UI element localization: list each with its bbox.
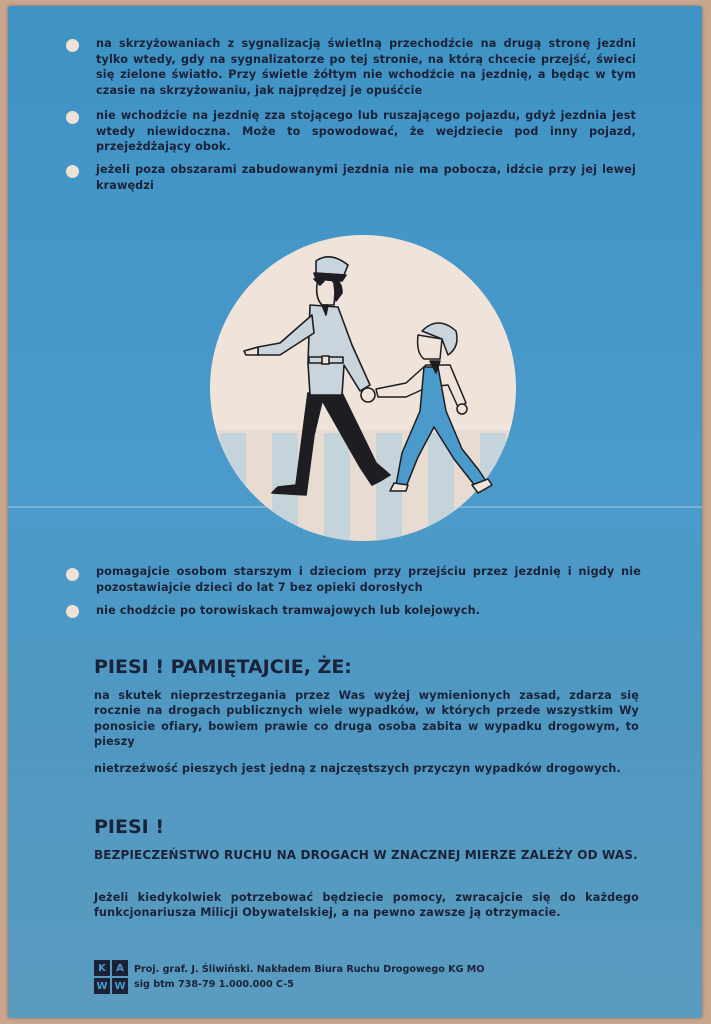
leaflet-card — [8, 6, 702, 1018]
paragraph-help: Jeżeli kiedykolwiek potrzebować będziecie pomocy, zwracajcie się do każdego funkcjonariusza Milicji Obywatelskiej, a na pewno zawsze ją otrzymacie. — [94, 891, 639, 920]
imprint-footer — [94, 960, 614, 996]
bullet-text: nie chodźcie po torowiskach tramwajowych lub kolejowych. — [96, 604, 481, 617]
safety-caps-line: BEZPIECZEŃSTWO RUCHU NA DROGACH W ZNACZNEJ MIERZE ZALEŻY OD WAS. — [94, 848, 638, 862]
imprint-text — [134, 962, 485, 992]
logo-letter: A — [112, 960, 128, 976]
kaw-logo — [94, 960, 128, 994]
bullet-dot-icon — [66, 605, 79, 618]
bullet-text: pomagajcie osobom starszym i dzieciom przy przejściu przez jezdnię i nigdy nie pozostawiajcie dzieci do lat 7 bez opieki dorosłych — [96, 565, 641, 594]
bullet-dot-icon — [66, 568, 79, 581]
paragraph-accidents: na skutek nieprzestrzegania przez Was wyżej wymienionych zasad, zdarza się rocznie na drogach publicznych wiele wypadków, w których przede wszystkim Wy ponosicie ofiary, bowiem prawie co druga osoba zabita w wypadku drogowym, to pieszy — [94, 689, 639, 749]
bullet-dot-icon — [66, 165, 79, 178]
paragraph-intoxication: nietrzeźwość pieszych jest jedną z najczęstszych przyczyn wypadków drogowych. — [94, 762, 621, 775]
section-heading: PIESI ! — [94, 816, 165, 838]
imprint-line: Proj. graf. J. Śliwiński. Nakładem Biura Ruchu Drogowego KG MO — [134, 964, 485, 975]
logo-letter: W — [94, 978, 110, 994]
bullet-text: nie wchodźcie na jezdnię zza stojącego lub ruszającego pojazdu, gdyż jezdnia jest wtedy niewidoczna. Może to spowodować, że wejdziecie pod inny pojazd, przejeżdżający obok. — [96, 109, 636, 154]
militia-officer-with-child-crossing-icon — [210, 235, 516, 541]
logo-letter: K — [94, 960, 110, 976]
imprint-line: sig btm 738-79 1.000.000 C-5 — [134, 979, 294, 990]
logo-letter: W — [112, 978, 128, 994]
bullet-dot-icon — [66, 39, 79, 52]
bullet-text: jeżeli poza obszarami zabudowanymi jezdnia nie ma pobocza, idźcie przy jej lewej krawędzi — [96, 163, 636, 192]
bullet-text: na skrzyżowaniach z sygnalizacją świetlną przechodźcie na drugą stronę jezdni tylko wtedy, gdy na sygnalizatorze po tej stronie, na którą chcecie przejść, świeci się zielone światło. Przy świetle żółtym nie wchodźcie na jezdnię, a będąc w tym czasie na skrzyżowaniu, jak najprędzej je opuśćcie — [96, 37, 636, 97]
section-heading: PIESI ! PAMIĘTAJCIE, ŻE: — [94, 656, 352, 678]
bullet-dot-icon — [66, 111, 79, 124]
